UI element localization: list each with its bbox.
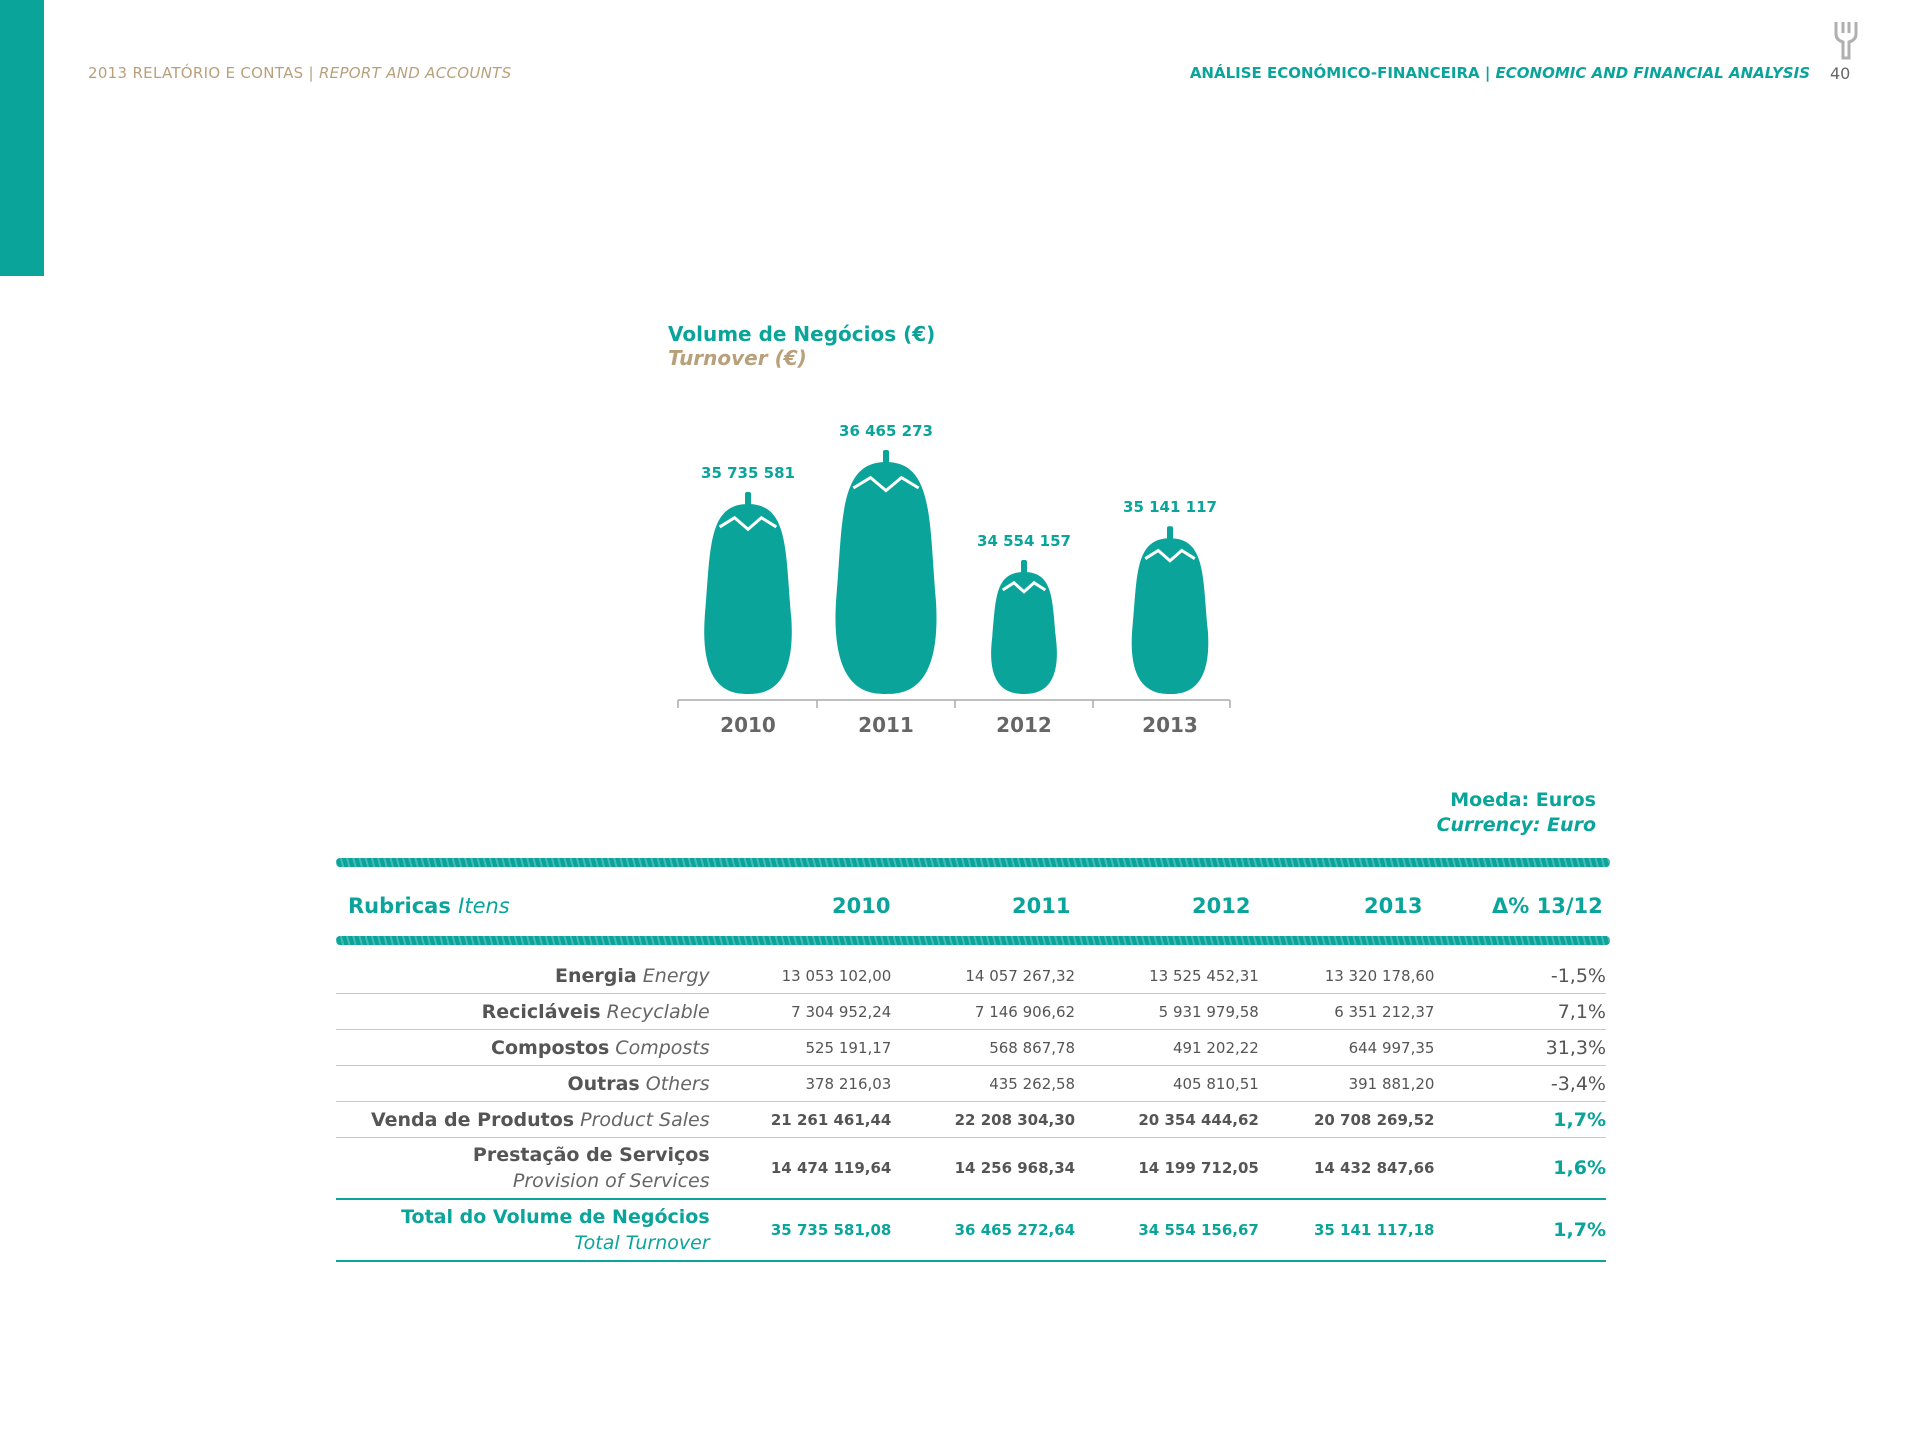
turnover-chart (660, 410, 1260, 740)
header-delta: Δ% 13/12 (1492, 894, 1603, 918)
row-label-en: Composts (615, 1036, 710, 1059)
report-header-left (88, 64, 511, 82)
row-label (336, 1102, 710, 1138)
cell-2013: 14 432 847,66 (1259, 1138, 1435, 1200)
x-tick-label: 2010 (720, 713, 776, 737)
row-label-pt: Energia (555, 964, 637, 987)
row-label (336, 1199, 710, 1261)
x-tick-label: 2012 (996, 713, 1052, 737)
cell-2011: 14 057 267,32 (891, 958, 1075, 994)
currency-note (1437, 788, 1596, 838)
cell-2013: 13 320 178,60 (1259, 958, 1435, 994)
header-label-pt: Rubricas (348, 894, 451, 918)
cell-2012: 14 199 712,05 (1075, 1138, 1259, 1200)
eggplant-stem (883, 450, 889, 464)
cell-2012: 20 354 444,62 (1075, 1102, 1259, 1138)
cell-delta: -1,5% (1434, 958, 1606, 994)
eggplant-stem (1167, 526, 1173, 540)
row-label-pt: Prestação de Serviços (472, 1144, 710, 1166)
table-header (336, 886, 1610, 926)
table-row (336, 994, 1606, 1030)
cell-delta: 1,7% (1434, 1102, 1606, 1138)
eggplant-stem (1021, 560, 1027, 574)
row-label (336, 994, 710, 1030)
table-header-band (336, 936, 1610, 945)
row-label-pt: Recicláveis (481, 1000, 601, 1023)
header-year-2011: 2011 (1012, 894, 1071, 918)
cell-delta: 7,1% (1434, 994, 1606, 1030)
section-header-right (1190, 64, 1810, 82)
cell-delta: 1,6% (1434, 1138, 1606, 1200)
cell-2013: 20 708 269,52 (1259, 1102, 1435, 1138)
currency-pt: Moeda: Euros (1450, 789, 1596, 811)
bar-value-label: 35 735 581 (701, 463, 795, 482)
turnover-table (336, 958, 1606, 1262)
row-label-en: Others (645, 1072, 710, 1095)
bar-2011 (835, 462, 936, 694)
row-label-pt: Total do Volume de Negócios (401, 1206, 710, 1228)
eggplant-stem (745, 492, 751, 506)
bar-2010 (704, 504, 792, 694)
row-label-pt: Compostos (491, 1036, 610, 1059)
table-top-band (336, 858, 1610, 867)
row-label-en: Product Sales (580, 1108, 710, 1131)
chart-subtitle: Turnover (€) (668, 346, 807, 370)
table-row (336, 1102, 1606, 1138)
row-label-en: Total Turnover (574, 1232, 710, 1254)
table-row-total (336, 1199, 1606, 1261)
x-tick-label: 2013 (1142, 713, 1198, 737)
cell-2010: 13 053 102,00 (710, 958, 892, 994)
row-label (336, 958, 710, 994)
chart-title: Volume de Negócios (€) (668, 322, 936, 346)
table-row (336, 1030, 1606, 1066)
header-year-2013: 2013 (1364, 894, 1423, 918)
header-label (348, 894, 510, 918)
cell-2012: 491 202,22 (1075, 1030, 1259, 1066)
cell-2011: 22 208 304,30 (891, 1102, 1075, 1138)
report-title-en: REPORT AND ACCOUNTS (318, 64, 512, 82)
cell-2011: 568 867,78 (891, 1030, 1075, 1066)
cell-delta: 31,3% (1434, 1030, 1606, 1066)
cell-2012: 13 525 452,31 (1075, 958, 1259, 994)
page-number: 40 (1830, 64, 1851, 83)
cell-delta: -3,4% (1434, 1066, 1606, 1102)
row-label-en: Provision of Services (512, 1170, 710, 1192)
cell-2010: 14 474 119,64 (710, 1138, 892, 1200)
cell-2010: 525 191,17 (710, 1030, 892, 1066)
section-title: ANÁLISE ECONÓMICO-FINANCEIRA | (1189, 64, 1496, 82)
table-row (336, 958, 1606, 994)
table-row (336, 1066, 1606, 1102)
cell-2011: 7 146 906,62 (891, 994, 1075, 1030)
header-year-2012: 2012 (1192, 894, 1251, 918)
x-tick-label: 2011 (858, 713, 914, 737)
section-title-en: ECONOMIC AND FINANCIAL ANALYSIS (1495, 64, 1810, 82)
bar-value-label: 34 554 157 (977, 532, 1071, 550)
cell-2010: 21 261 461,44 (710, 1102, 892, 1138)
cell-2011: 36 465 272,64 (891, 1199, 1075, 1261)
cell-2010: 35 735 581,08 (710, 1199, 892, 1261)
cell-2013: 6 351 212,37 (1259, 994, 1435, 1030)
report-title: 2013 RELATÓRIO E CONTAS | (88, 64, 319, 82)
row-label-pt: Venda de Produtos (370, 1108, 575, 1131)
cell-2012: 34 554 156,67 (1075, 1199, 1259, 1261)
row-label (336, 1066, 710, 1102)
row-label-pt: Outras (567, 1072, 640, 1095)
cell-2010: 7 304 952,24 (710, 994, 892, 1030)
bar-value-label: 36 465 273 (839, 422, 933, 440)
cell-2013: 391 881,20 (1259, 1066, 1435, 1102)
cell-delta: 1,7% (1434, 1199, 1606, 1261)
bar-value-label: 35 141 117 (1123, 498, 1217, 517)
fork-icon (1832, 20, 1860, 60)
cell-2013: 35 141 117,18 (1259, 1199, 1435, 1261)
row-label (336, 1030, 710, 1066)
header-year-2010: 2010 (832, 894, 891, 918)
cell-2010: 378 216,03 (710, 1066, 892, 1102)
cell-2013: 644 997,35 (1259, 1030, 1435, 1066)
table-row (336, 1138, 1606, 1200)
row-label-en: Recyclable (606, 1000, 710, 1023)
currency-en: Currency: Euro (1436, 814, 1596, 836)
row-label-en: Energy (642, 964, 710, 987)
header-label-en: Itens (458, 894, 510, 918)
cell-2012: 405 810,51 (1075, 1066, 1259, 1102)
cell-2012: 5 931 979,58 (1075, 994, 1259, 1030)
row-label (336, 1138, 710, 1200)
cell-2011: 435 262,58 (891, 1066, 1075, 1102)
cell-2011: 14 256 968,34 (891, 1138, 1075, 1200)
sidebar-accent-bar (0, 0, 44, 276)
